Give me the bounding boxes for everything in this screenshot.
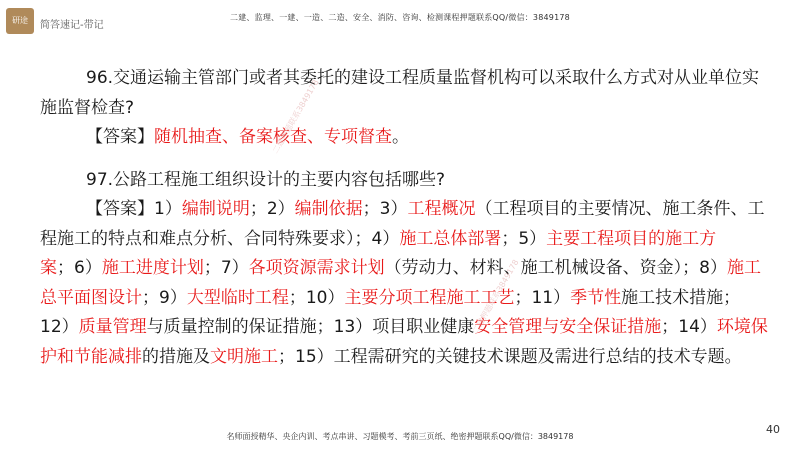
answer-text: ；5） xyxy=(501,228,547,249)
answer-keyword: 主要工程项目的施工方案 xyxy=(40,228,717,278)
top-bar xyxy=(0,0,800,32)
answer-keyword: 大型临时工程 xyxy=(186,287,289,308)
answer-keyword: 施工进度计划 xyxy=(101,258,204,278)
answer-text: ；15）工程需研究的关键技术课题及需进行总结的技术专题。 xyxy=(278,346,742,367)
answer-suffix: 。 xyxy=(392,127,409,147)
answer-text: ；9） xyxy=(142,287,187,308)
page-number: 40 xyxy=(766,423,780,436)
answer-keyword: 编制依据 xyxy=(294,199,363,219)
answer-text: ；2） xyxy=(249,199,295,219)
answer-keyword: 各项资源需求计划 xyxy=(248,258,385,278)
question-96: 96.交通运输主管部门或者其委托的建设工程质量监督机构可以采取什么方式对从业单位实施监督检查? xyxy=(40,68,760,118)
logo: 研途 xyxy=(6,8,34,34)
answer-text: 与质量控制的保证措施；13）项目职业健康 xyxy=(146,317,475,337)
answer-keyword: 季节性 xyxy=(570,287,622,308)
answer-text: （工程项目的主要情况、施工条件、工程施工的特点和难点分析、合同特殊要求）；4） xyxy=(40,199,765,249)
header-note: 二建、监理、一建、一造、二造、安全、消防、咨询、检测课程押题联系QQ/微信：3849178 xyxy=(230,13,570,22)
answer-keyword: 施工总平面图设计 xyxy=(40,258,761,308)
answer-keyword: 主要分项工程施工工艺 xyxy=(344,287,515,308)
answer-keyword: 安全管理与安全保证措施 xyxy=(474,317,662,337)
answer-keyword: 文明施工 xyxy=(210,346,278,367)
document-body xyxy=(40,64,770,372)
answer-text: ；11） xyxy=(514,287,571,308)
answer-text: 的措施及 xyxy=(142,346,210,367)
answer-keyword: 质量管理 xyxy=(78,317,147,337)
watermark: 二建押题联系3849178 xyxy=(470,258,521,335)
answer-96 xyxy=(40,123,770,153)
answer-keyword: 环境保护和节能减排 xyxy=(40,317,768,367)
answer-keyword: 编制说明 xyxy=(181,199,250,219)
answer-keyword: 工程概况 xyxy=(407,199,476,219)
brand-title: 简答速记-带记 xyxy=(40,20,104,31)
answer-97 xyxy=(40,195,770,372)
answer-text: ；14） xyxy=(661,317,717,337)
watermark: 二建押题联系3849178 xyxy=(270,78,321,155)
answer-text: ；3） xyxy=(362,199,408,219)
answer-highlight: 随机抽查、备案核查、专项督查 xyxy=(154,127,392,147)
answer-text: ；6） xyxy=(57,258,102,278)
answer-text: 施工技术措施；12） xyxy=(40,287,741,337)
question-97: 97.公路工程施工组织设计的主要内容包括哪些? xyxy=(86,169,446,190)
answer-text: ；10） xyxy=(288,287,345,308)
answer-keyword: 施工总体部署 xyxy=(399,228,502,249)
answer-text: ；7） xyxy=(203,258,249,278)
answer-text: 【答案】1） xyxy=(86,199,182,219)
answer-prefix: 【答案】 xyxy=(86,127,154,147)
footer-note: 名师面授精华、央企内训、考点串讲、习题模考、考前三页纸、绝密押题联系QQ/微信：3849178 xyxy=(226,432,574,441)
answer-text: （劳动力、材料、施工机械设备、资金）；8） xyxy=(384,258,727,278)
